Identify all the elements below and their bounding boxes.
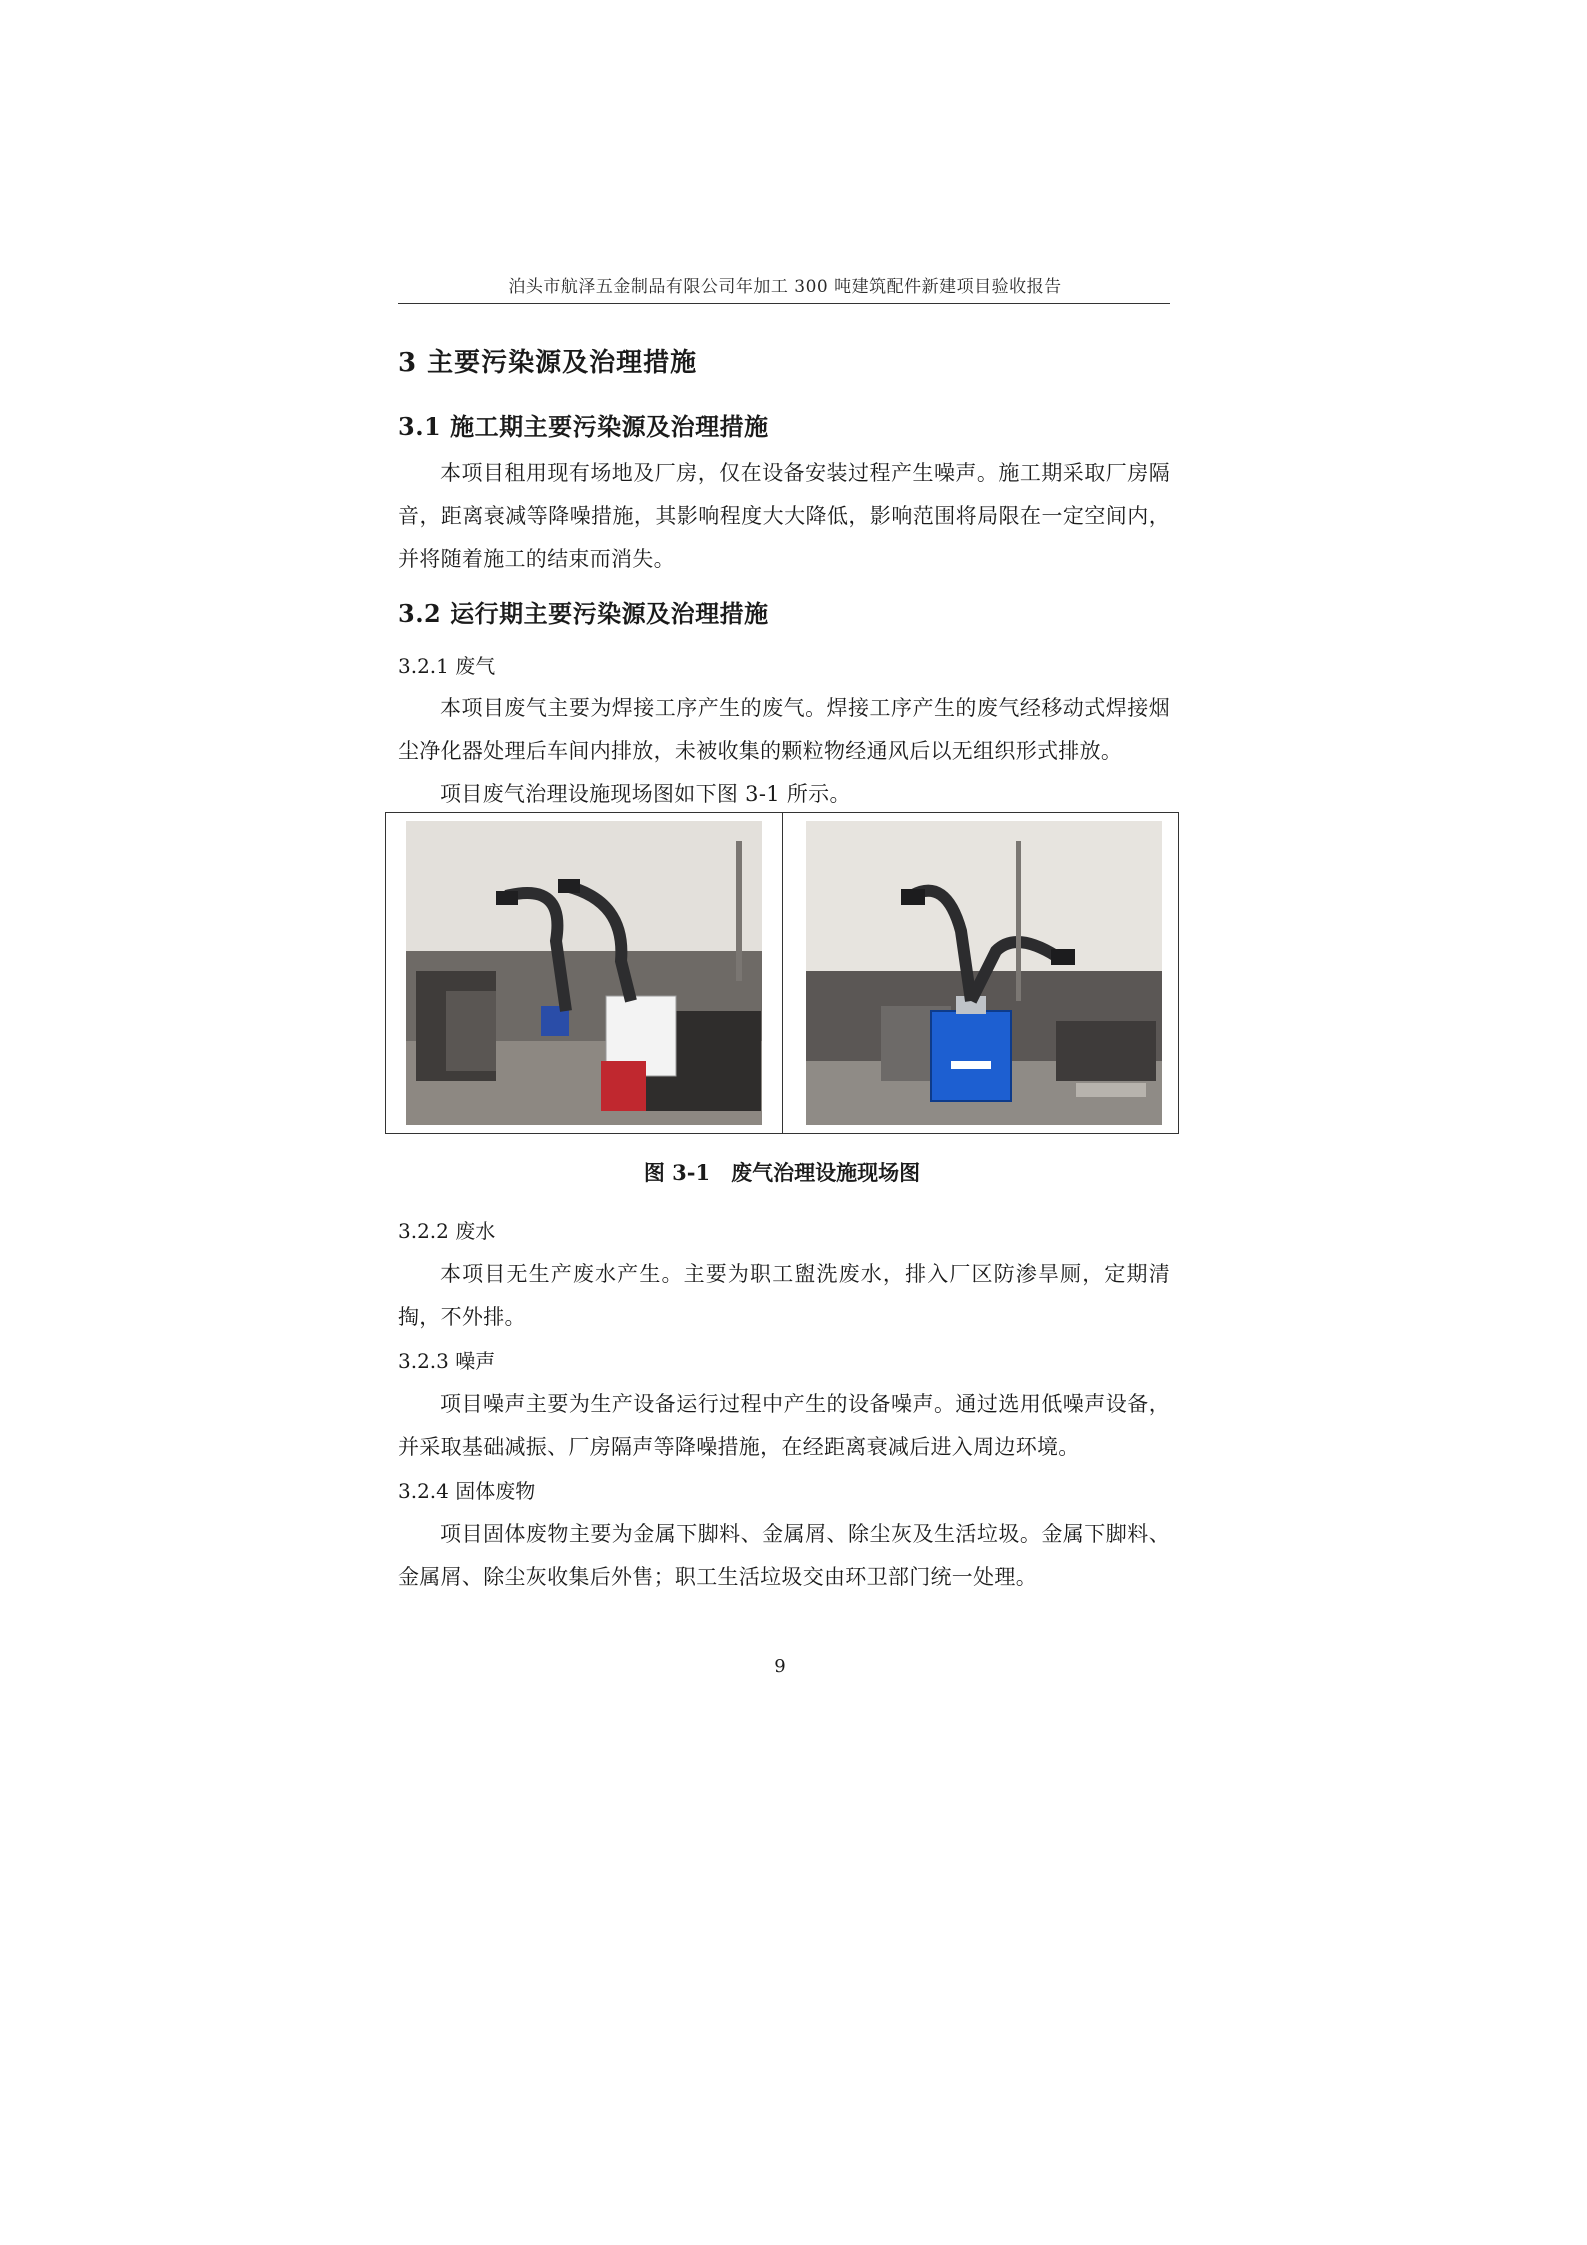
subsection-3-2-3-title: 3.2.3 噪声	[398, 1349, 496, 1373]
fume-extractor-photo-right	[806, 821, 1162, 1125]
subsection-3-2-1-title: 3.2.1 废气	[398, 654, 496, 678]
subsection-3-2-4-title: 3.2.4 固体废物	[398, 1479, 536, 1503]
subsection-3-2-2-paragraph: 本项目无生产废水产生。主要为职工盥洗废水，排入厂区防渗旱厕，定期清掏，不外排。	[398, 1262, 1170, 1329]
subsection-3-2-3-paragraph: 项目噪声主要为生产设备运行过程中产生的设备噪声。通过选用低噪声设备，并采取基础减振、厂房隔声等降噪措施，在经距离衰减后进入周边环境。	[398, 1392, 1170, 1459]
figure-caption: 图 3-1 废气治理设施现场图	[643, 1160, 921, 1185]
subsection-3-2-title: 3.2 运行期主要污染源及治理措施	[398, 599, 769, 628]
figure-intro-paragraph: 项目废气治理设施现场图如下图 3-1 所示。	[440, 782, 851, 806]
page-header: 泊头市航泽五金制品有限公司年加工 300 吨建筑配件新建项目验收报告	[508, 277, 1062, 297]
figure-divider	[782, 813, 783, 1133]
figure-frame	[385, 812, 1179, 1134]
subsection-3-1-paragraph: 本项目租用现有场地及厂房，仅在设备安装过程产生噪声。施工期采取厂房隔音，距离衰减等降噪措施，其影响程度大大降低，影响范围将局限在一定空间内，并将随着施工的结束而消失。	[398, 461, 1170, 571]
page-number: 9	[774, 1656, 786, 1677]
subsection-3-2-4-paragraph: 项目固体废物主要为金属下脚料、金属屑、除尘灰及生活垃圾。金属下脚料、金属屑、除尘灰收集后外售；职工生活垃圾交由环卫部门统一处理。	[398, 1522, 1170, 1589]
subsection-3-1-title: 3.1 施工期主要污染源及治理措施	[398, 412, 769, 441]
subsection-3-2-1-paragraph: 本项目废气主要为焊接工序产生的废气。焊接工序产生的废气经移动式焊接烟尘净化器处理后车间内排放，未被收集的颗粒物经通风后以无组织形式排放。	[398, 696, 1170, 763]
subsection-3-2-2-title: 3.2.2 废水	[398, 1219, 496, 1243]
section-title: 3 主要污染源及治理措施	[398, 348, 698, 378]
header-rule	[398, 303, 1170, 304]
fume-extractor-photo-left	[406, 821, 762, 1125]
